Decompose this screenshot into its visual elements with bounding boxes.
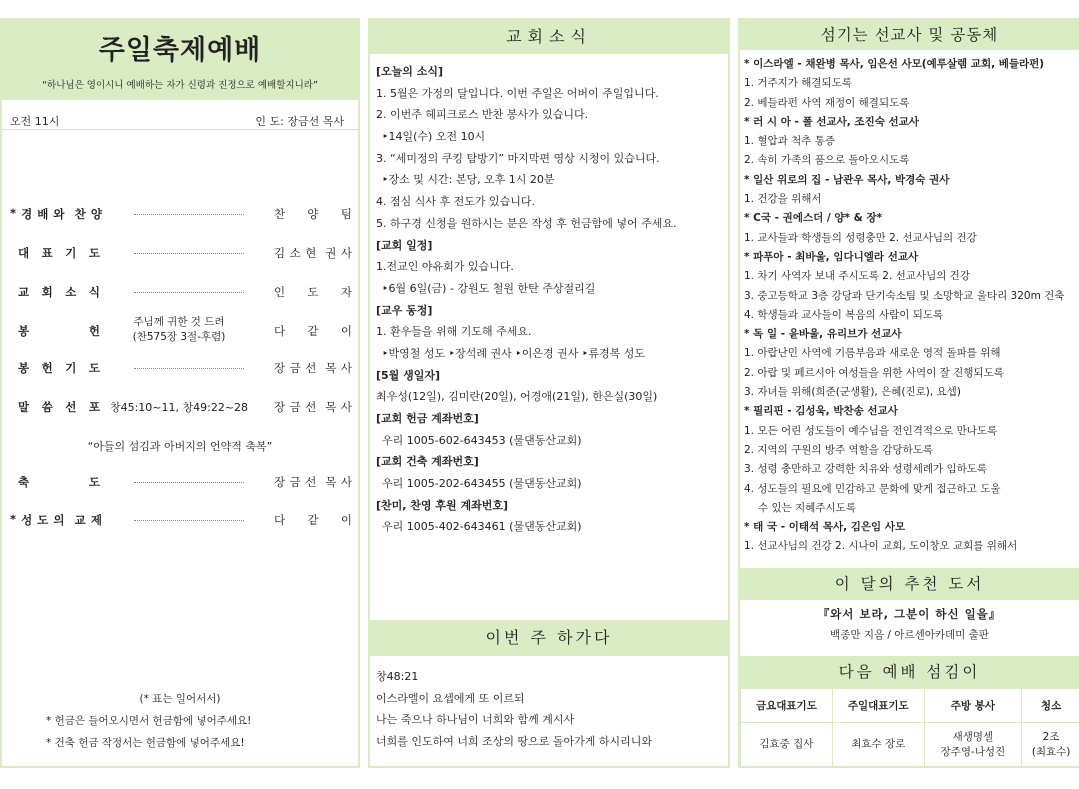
news-line: 우리 1005-402-643461 (물댄동산교회) — [382, 520, 582, 534]
news-line: 우리 1005-202-643455 (물댄동산교회) — [382, 477, 582, 491]
missions-panel — [738, 18, 1079, 768]
weekly-line: 너희를 인도하여 너희 조상의 땅으로 돌아가게 하시리니와 — [376, 734, 653, 748]
next-servers-section — [740, 656, 1079, 767]
order-person: 다 같 이 — [274, 513, 352, 527]
order-label: 축 도 — [18, 475, 100, 489]
order-label: 말 씀 선 포 — [18, 400, 100, 414]
mission-line: * 러 시 아 - 폴 선교사, 조진숙 선교사 — [744, 115, 919, 128]
news-line: 1. 환우들을 위해 기도해 주세요. — [376, 325, 532, 339]
news-line: 5. 하구경 신청을 원하시는 분은 작성 후 헌금함에 넣어 주세요. — [376, 216, 677, 230]
mission-line: * 독 일 - 윤바울, 유리브가 선교사 — [744, 328, 902, 341]
mission-line: 1. 거주지가 해결되도록 — [744, 77, 852, 90]
leader-dots — [134, 214, 244, 215]
col-header: 청소 — [1022, 689, 1079, 723]
mission-line: 1. 교사들과 학생들의 성령충만 2. 선교사님의 건강 — [744, 231, 977, 244]
order-row — [2, 358, 358, 378]
news-body — [370, 54, 728, 538]
mission-line: * 일산 위로의 집 - 남관우 목사, 박경숙 권사 — [744, 173, 950, 186]
news-line: 우리 1005-602-643453 (물댄동산교회) — [382, 433, 582, 447]
mission-line: 2. 베들라펀 사역 재정이 해결되도록 — [744, 96, 910, 109]
missions-body — [740, 50, 1079, 557]
sermon-title: “아들의 섬김과 아버지의 언약적 축복” — [87, 440, 273, 453]
news-line: [5월 생일자] — [376, 368, 441, 382]
order-person: 다 같 이 — [274, 324, 352, 338]
news-line: ‣장소 및 시간: 본당, 오후 1시 20분 — [382, 173, 555, 187]
cell-text: 최효수 장로 — [851, 738, 906, 750]
order-row — [2, 316, 358, 343]
service-meta — [2, 112, 358, 130]
col-header: 주방 봉사 — [924, 689, 1021, 723]
mission-line: 3. 자녀들 위해(희준(군생활), 은혜(진로), 요셉) — [744, 386, 961, 399]
mission-line: 3. 성령 충만하고 강력한 치유와 성령세례가 임하도록 — [744, 463, 988, 476]
order-person: 인 도 자 — [274, 285, 352, 299]
mission-line: 수 있는 지혜주시도록 — [758, 501, 856, 514]
book-title: 『와서 보라, 그분이 하신 일을』 — [817, 607, 1002, 621]
mission-line: * 태 국 - 이태석 목사, 김은임 사모 — [744, 521, 906, 534]
news-line: 4. 점심 식사 후 전도가 있습니다. — [376, 195, 535, 209]
news-line: 최우성(12일), 김미란(20일), 어경애(21일), 한은실(30일) — [376, 390, 658, 404]
mission-line: 2. 지역의 구원의 방주 역할을 감당하도록 — [744, 443, 933, 456]
missions-header: 섬기는 선교사 및 공동체 — [740, 20, 1079, 50]
order-row — [2, 282, 358, 302]
news-line: [교회 일정] — [376, 238, 433, 252]
mission-line: 2. 속히 가족의 품으로 돌아오시도록 — [744, 154, 910, 167]
table-header-row — [741, 689, 1079, 723]
news-line: 1.전교인 야유회가 있습니다. — [376, 260, 514, 274]
next-header: 다음 예배 섬김이 — [740, 656, 1079, 688]
news-header: 교회소식 — [370, 20, 728, 54]
worship-order-panel — [0, 18, 360, 768]
order-person: 찬 양 팀 — [274, 207, 352, 221]
next-servers-table — [740, 688, 1079, 767]
order-person: 장 금 선 목 사 — [274, 475, 352, 489]
mission-line: * 이스라엘 - 채완병 목사, 임은선 사모(예루살렘 교회, 베들라펀) — [744, 58, 1045, 70]
service-time: 오전 11시 — [10, 114, 60, 128]
mission-line: 1. 혈압과 척추 통증 — [744, 135, 836, 148]
table-cell — [1022, 723, 1079, 767]
col-header: 주일대표기도 — [832, 689, 924, 723]
news-line: 1. 5월은 가정의 달입니다. 이번 주일은 어버이 주일입니다. — [376, 86, 659, 100]
col-header: 금요대표기도 — [741, 689, 833, 723]
weekly-line: 나는 죽으나 하나님이 너희와 함께 계시사 — [376, 713, 575, 726]
mission-line: * 파푸아 - 최바울, 임다니엘라 선교사 — [744, 250, 919, 263]
order-row — [2, 204, 358, 224]
weekly-line: 이스라엘이 요셉에게 또 이르되 — [376, 691, 525, 705]
cell-text: 2조 — [1042, 730, 1060, 743]
leader-dots — [134, 368, 244, 369]
mission-line: * C국 - 권에스더 / 양* & 장* — [744, 212, 883, 225]
book-body — [740, 600, 1079, 656]
order-label: * 경 배 와 찬 양 — [10, 206, 102, 221]
book-section — [740, 568, 1079, 656]
news-line: 3. “세미정의 쿠킹 탐방기” 마지막편 영상 시청이 있습니다. — [376, 151, 660, 165]
order-person: 장 금 선 목 사 — [274, 361, 352, 375]
order-label: 대 표 기 도 — [18, 246, 100, 260]
mission-line: 4. 성도들의 필요에 민감하고 문화에 맞게 접근하고 도울 — [744, 482, 1001, 495]
note: * 헌금은 들어오시면서 헌금함에 넣어주세요! — [46, 715, 252, 727]
table-cell — [832, 723, 924, 767]
order-label: 봉 헌 — [18, 324, 100, 338]
leader-dots — [134, 253, 244, 254]
book-header: 이 달의 추천 도서 — [740, 568, 1079, 600]
order-label: 봉 헌 기 도 — [18, 361, 100, 375]
weekly-line: 창48:21 — [376, 670, 419, 683]
order-person: 김 소 현 권 사 — [274, 246, 352, 260]
order-row — [2, 243, 358, 263]
leader-dots — [134, 482, 244, 483]
mission-line: 4. 학생들과 교사들이 복음의 사람이 되도록 — [744, 308, 944, 321]
news-line: [교회 건축 계좌번호] — [376, 455, 479, 469]
table-cell — [924, 723, 1021, 767]
table-cell — [741, 723, 833, 767]
news-line: [교회 헌금 계좌번호] — [376, 412, 479, 425]
mission-line: 3. 중고등학교 3층 강당과 단기숙소팀 및 소망학교 울타리 320m 건축 — [744, 289, 1065, 302]
cell-text: 장주영-나성진 — [940, 745, 1006, 758]
leader-dots — [134, 520, 244, 521]
leader-dots — [134, 292, 244, 293]
note: * 건축 헌금 작정서는 헌금함에 넣어주세요! — [46, 737, 245, 749]
order-person: 장 금 선 목 사 — [274, 400, 352, 414]
mission-line: 1. 건강을 위해서 — [744, 193, 822, 206]
book-author: 백종만 지음 / 아르센아카데미 출판 — [830, 629, 989, 641]
service-verse: “하나님은 영이시니 예배하는 자가 신령과 진정으로 예배할지니라” — [42, 80, 318, 91]
mission-line: 1. 차기 사역자 보내 주시도록 2. 선교사님의 건강 — [744, 270, 970, 283]
news-line: 2. 이번주 헤피크로스 반찬 봉사가 있습니다. — [376, 108, 589, 122]
service-title: 주일축제예배 — [98, 35, 262, 66]
note: (* 표는 일어서서) — [139, 693, 221, 705]
order-label: 교 회 소 식 — [18, 285, 100, 299]
weekly-body — [370, 656, 728, 752]
mission-line: 1. 모든 어린 성도들이 예수님을 전인격적으로 만나도록 — [744, 424, 998, 437]
news-line: ‣14일(수) 오전 10시 — [382, 130, 486, 144]
cell-text: 김효중 집사 — [759, 738, 814, 750]
news-line: ‣박영철 성도 ‣장석례 권사 ‣이은경 권사 ‣류경복 성도 — [382, 346, 645, 360]
weekly-header: 이번 주 하가다 — [370, 620, 728, 656]
cell-text: (최효수) — [1031, 745, 1071, 758]
news-line: [찬미, 찬영 후원 계좌번호] — [376, 498, 508, 512]
mission-line: 2. 아랍 및 페르시아 여성들을 위한 사역이 잘 진행되도록 — [744, 366, 1004, 379]
order-detail: 주님께 귀한 것 드려 (찬575장 3절-후렴) — [132, 316, 226, 343]
order-row — [2, 472, 358, 492]
order-row — [2, 510, 358, 530]
service-leader: 인 도: 장금선 목사 — [255, 114, 344, 128]
weekly-haggadah — [370, 620, 728, 752]
mission-line: 1. 선교사님의 건강 2. 시나이 교회, 도이창오 교회를 위해서 — [744, 540, 1018, 553]
order-detail: 창45:10~11, 창49:22~28 — [109, 401, 249, 414]
service-header — [2, 20, 358, 100]
cell-text: 새생명셀 — [952, 730, 994, 743]
mission-line: * 필리핀 - 김성욱, 박찬송 선교사 — [744, 405, 898, 418]
news-line: ‣6월 6일(금) - 강원도 철원 한탄 주상절리길 — [382, 281, 596, 295]
news-line: [교우 동정] — [376, 303, 433, 317]
church-news-panel — [368, 18, 730, 768]
table-row — [741, 723, 1079, 767]
news-line: [오늘의 소식] — [376, 65, 444, 78]
order-row — [2, 397, 358, 417]
service-notes — [2, 688, 358, 754]
order-label: * 성 도 의 교 제 — [10, 512, 102, 527]
mission-line: 1. 아랍난민 사역에 기름부음과 새로운 영적 돌파를 위해 — [744, 347, 1001, 360]
